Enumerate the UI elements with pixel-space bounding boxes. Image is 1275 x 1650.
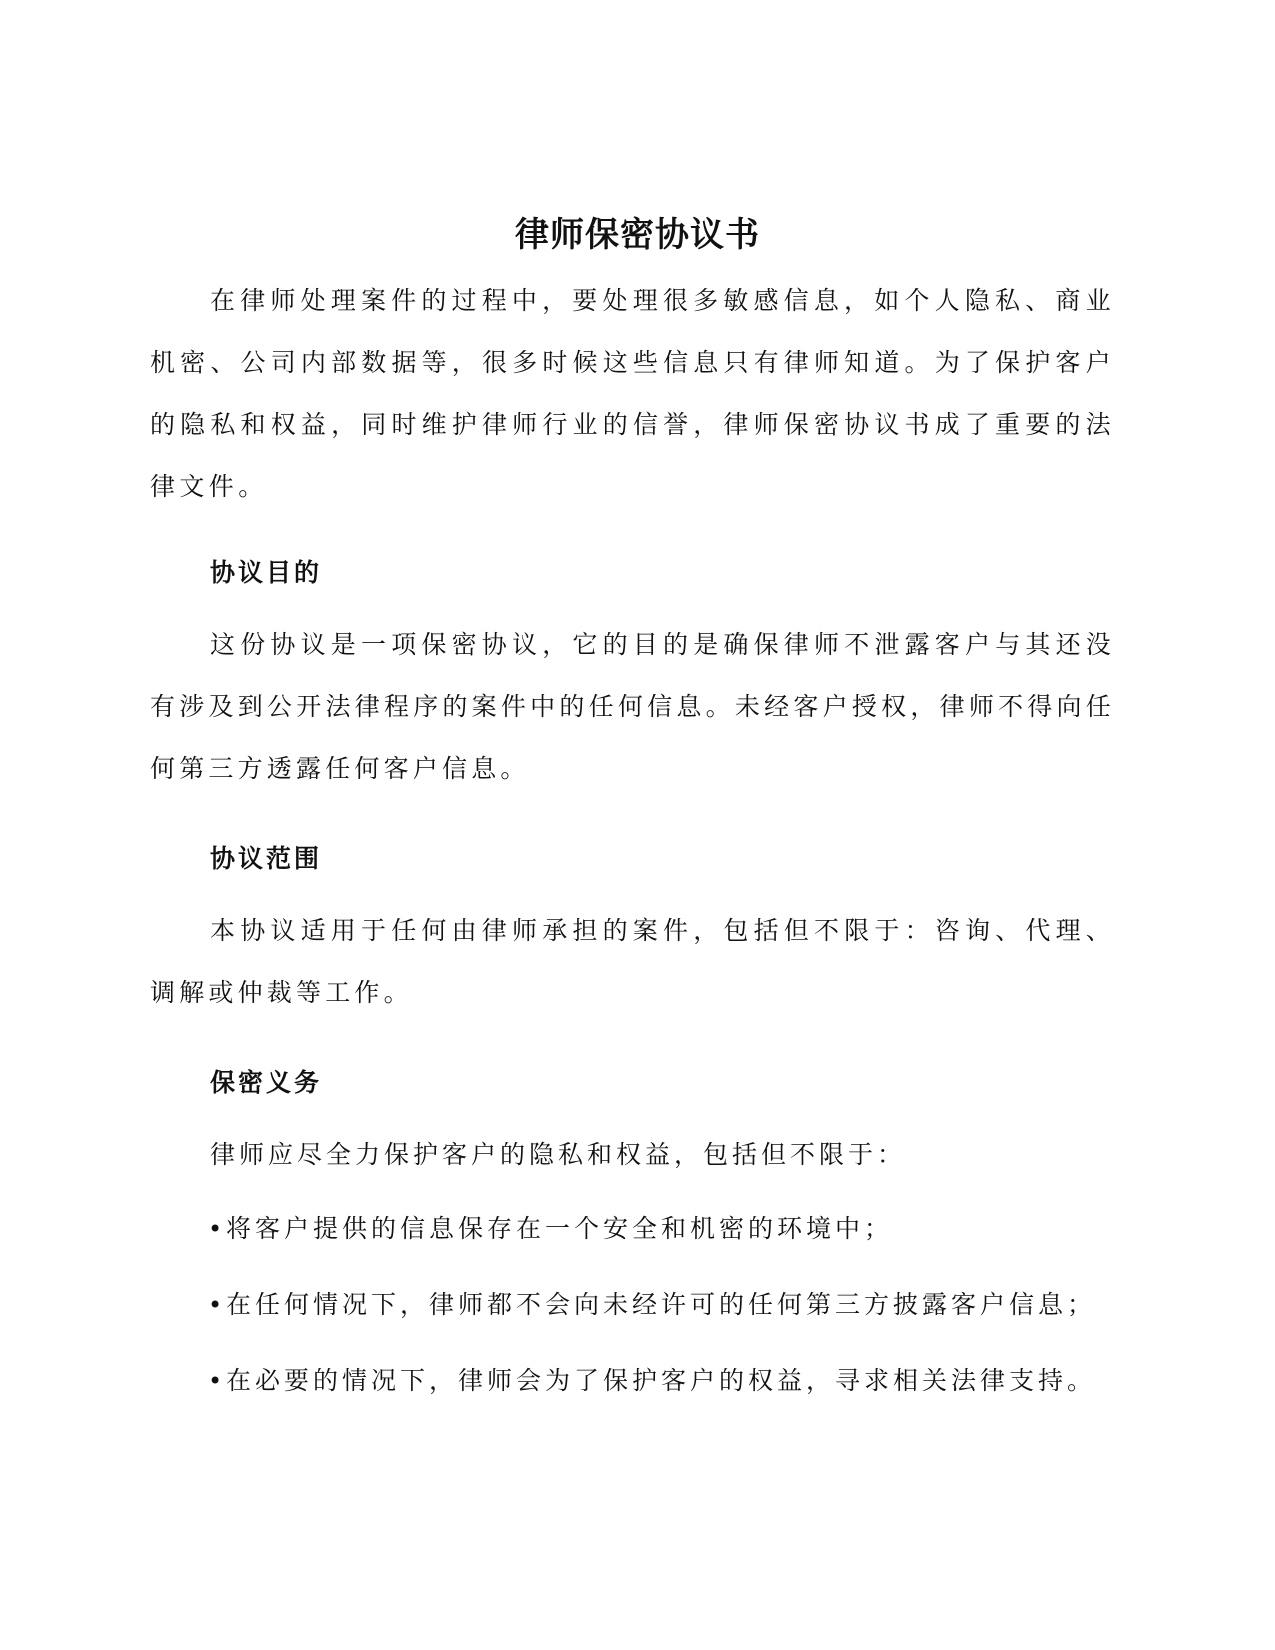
document-body bbox=[150, 270, 1115, 1426]
obligations-lead-text: 律师应尽全力保护客户的隐私和权益，包括但不限于： bbox=[210, 1140, 907, 1169]
list-item-text: 在必要的情况下，律师会为了保护客户的权益，寻求相关法律支持。 bbox=[226, 1366, 1097, 1395]
list-item bbox=[150, 1350, 1115, 1412]
intro-paragraph: 在律师处理案件的过程中，要处理很多敏感信息，如个人隐私、商业机密、公司内部数据等，很多时候这些信息只有律师知道。为了保护客户的隐私和权益，同时维护律师行业的信誉，律师保密协议书成了重要的法律文件。 bbox=[150, 286, 1115, 501]
section-body-scope: 本协议适用于任何由律师承担的案件，包括但不限于：咨询、代理、调解或仲裁等工作。 bbox=[150, 916, 1115, 1007]
list-item-text: 在任何情况下，律师都不会向未经许可的任何第三方披露客户信息； bbox=[226, 1290, 1097, 1319]
section-body-purpose: 这份协议是一项保密协议，它的目的是确保律师不泄露客户与其还没有涉及到公开法律程序的案件中的任何信息。未经客户授权，律师不得向任何第三方透露任何客户信息。 bbox=[150, 630, 1115, 783]
list-item bbox=[150, 1274, 1115, 1336]
document-title: 律师保密协议书 bbox=[515, 215, 760, 255]
list-item bbox=[150, 1198, 1115, 1260]
bullet-icon: • bbox=[208, 1291, 227, 1319]
bullet-icon: • bbox=[208, 1215, 227, 1243]
section-heading-purpose: 协议目的 bbox=[210, 558, 323, 587]
bullet-icon: • bbox=[208, 1367, 227, 1395]
section-heading-scope: 协议范围 bbox=[210, 844, 323, 873]
list-item-text: 将客户提供的信息保存在一个安全和机密的环境中； bbox=[226, 1214, 894, 1243]
obligations-list bbox=[150, 1198, 1115, 1412]
section-heading-obligations: 保密义务 bbox=[210, 1068, 323, 1097]
